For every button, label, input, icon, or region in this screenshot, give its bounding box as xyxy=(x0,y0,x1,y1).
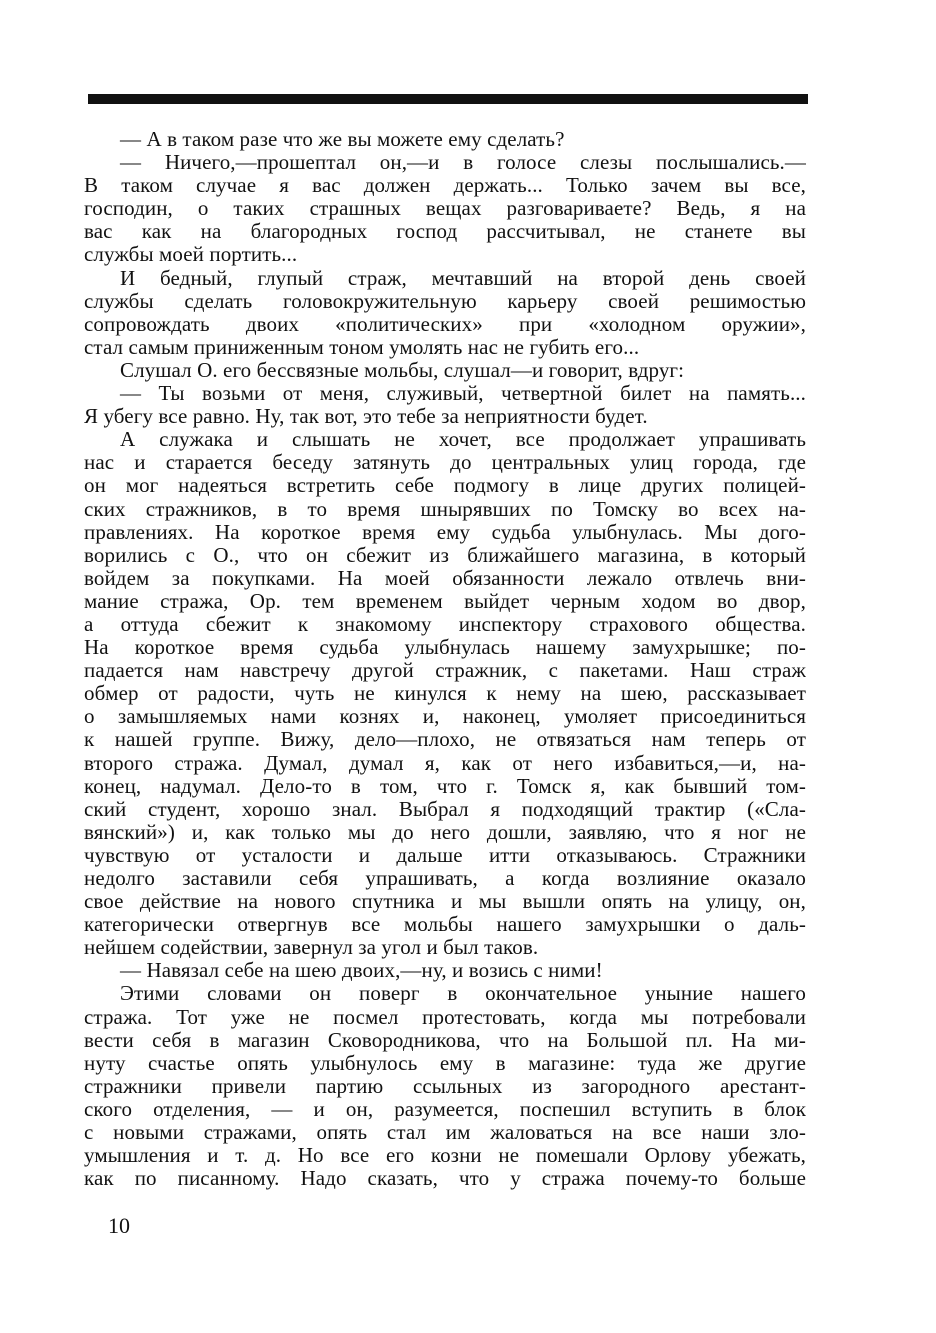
text-line: стражники привели партию ссыльных из загородного арестант- xyxy=(84,1073,806,1098)
body-text xyxy=(84,128,806,1190)
text-line: войдем за покупками. На моей обязанности лежало отвлечь вни- xyxy=(84,565,806,590)
text-line: нас и старается беседу затянуть до центральных улиц города, где xyxy=(84,450,806,475)
text-line: чувствую от усталости и дальше итти отказываюсь. Стражники xyxy=(84,842,806,867)
text-line: В таком случае я вас должен держать... Только зачем вы все, xyxy=(84,173,806,198)
text-line: он мог надеяться встретить себе подмогу в лице других полицей- xyxy=(84,473,806,498)
text-line: ских стражников, в то время шнырявших по Томску во всех на- xyxy=(84,496,806,521)
text-line: Я убегу все равно. Ну, так вот, это тебе за неприятности будет. xyxy=(84,404,648,429)
text-line: конец, надумал. Дело-то в том, что г. Томск я, как бывший том- xyxy=(84,773,806,798)
text-line: — А в таком разе что же вы можете ему сделать? xyxy=(120,127,565,151)
text-line: На короткое время судьба улыбнулась нашему замухрышке; по- xyxy=(84,635,806,660)
text-line: свое действие на нового спутника и мы вышли опять на улицу, он, xyxy=(84,889,806,914)
text-line: стража. Тот уже не посмел протестовать, когда мы потребовали xyxy=(84,1004,806,1029)
text-line: второго стража. Думал, думал я, как от него избавиться,—и, на- xyxy=(84,750,806,775)
text-line: службы моей портить... xyxy=(84,242,298,267)
text-line: падается нам навстречу другой стражник, с пакетами. Наш страж xyxy=(84,658,806,683)
text-line: к нашей группе. Вижу, дело—плохо, не отвязаться нам теперь от xyxy=(84,727,806,752)
text-line: ский студент, хорошо знал. Выбрал я подходящий трактир («Сла- xyxy=(84,796,806,821)
text-line: — Ничего,—прошептал он,—и в голосе слезы послышались.— xyxy=(120,150,806,175)
text-line: недолго заставили себя упрашивать, а когда возлияние оказало xyxy=(84,866,806,890)
text-line: обмер от радости, чуть не кинулся к нему на шею, рассказывает xyxy=(84,681,806,706)
text-line: как по писанному. Надо сказать, что у стража почему-то больше xyxy=(84,1166,806,1191)
text-line: господин, о таких страшных вещах разговариваете? Ведь, я на xyxy=(84,196,806,221)
text-line: вести себя в магазин Сковородникова, что на Большой пл. На ми- xyxy=(84,1027,806,1052)
text-line: правлениях. На короткое время ему судьба улыбнулась. Мы дого- xyxy=(84,519,806,544)
text-line: умышления и т. д. Но все его козни не помешали Орлову убежать, xyxy=(84,1143,806,1168)
text-line: — Навязал себе на шею двоих,—ну, и возись с ними! xyxy=(120,958,603,983)
text-line: Слушал О. его бессвязные мольбы, слушал—и говорит, вдруг: xyxy=(120,357,685,382)
text-line: вянский») и, как только мы до него дошли, заявляю, что я ног не xyxy=(84,819,806,844)
text-line: мание стража, Ор. тем временем выйдет черным ходом во двор, xyxy=(84,588,806,613)
text-line: ского отделения, — и он, разумеется, поспешил вступить в блок xyxy=(84,1096,806,1121)
text-line: Этими словами он поверг в окончательное уныние нашего xyxy=(120,981,806,1006)
text-line: сопровождать двоих «политических» при «холодном оружии», xyxy=(84,311,806,336)
text-line: А служака и слышать не хочет, все продолжает упрашивать xyxy=(120,427,806,452)
page-number: 10 xyxy=(108,1213,130,1238)
text-line: о замышляемых нами кознях и, наконец, умоляет присоединиться xyxy=(84,704,806,729)
text-line: нуту счастье опять улыбнулось ему в магазине: туда же другие xyxy=(84,1050,806,1075)
text-line: нейшем содействии, завернул за угол и был таков. xyxy=(84,935,539,960)
text-line: И бедный, глупый страж, мечтавший на второй день своей xyxy=(120,265,806,290)
text-line: ворились с О., что он сбежит из ближайшего магазина, в который xyxy=(84,542,806,567)
text-line: стал самым приниженным тоном умолять нас не губить его... xyxy=(84,334,640,359)
text-line: а оттуда сбежит к знакомому инспектору страхового общества. xyxy=(84,611,806,636)
text-line: вас как на благородных господ рассчитывал, не станете вы xyxy=(84,219,806,244)
text-line: с новыми стражами, опять стал им жаловаться на все наши зло- xyxy=(84,1120,806,1145)
text-line: категорически отвергнув все мольбы нашего замухрышки о даль- xyxy=(84,912,806,937)
top-rule xyxy=(88,94,808,104)
text-line: службы сделать головокружительную карьеру своей решимостью xyxy=(84,288,806,313)
text-line: — Ты возьми от меня, служивый, четвертной билет на память... xyxy=(120,381,806,406)
